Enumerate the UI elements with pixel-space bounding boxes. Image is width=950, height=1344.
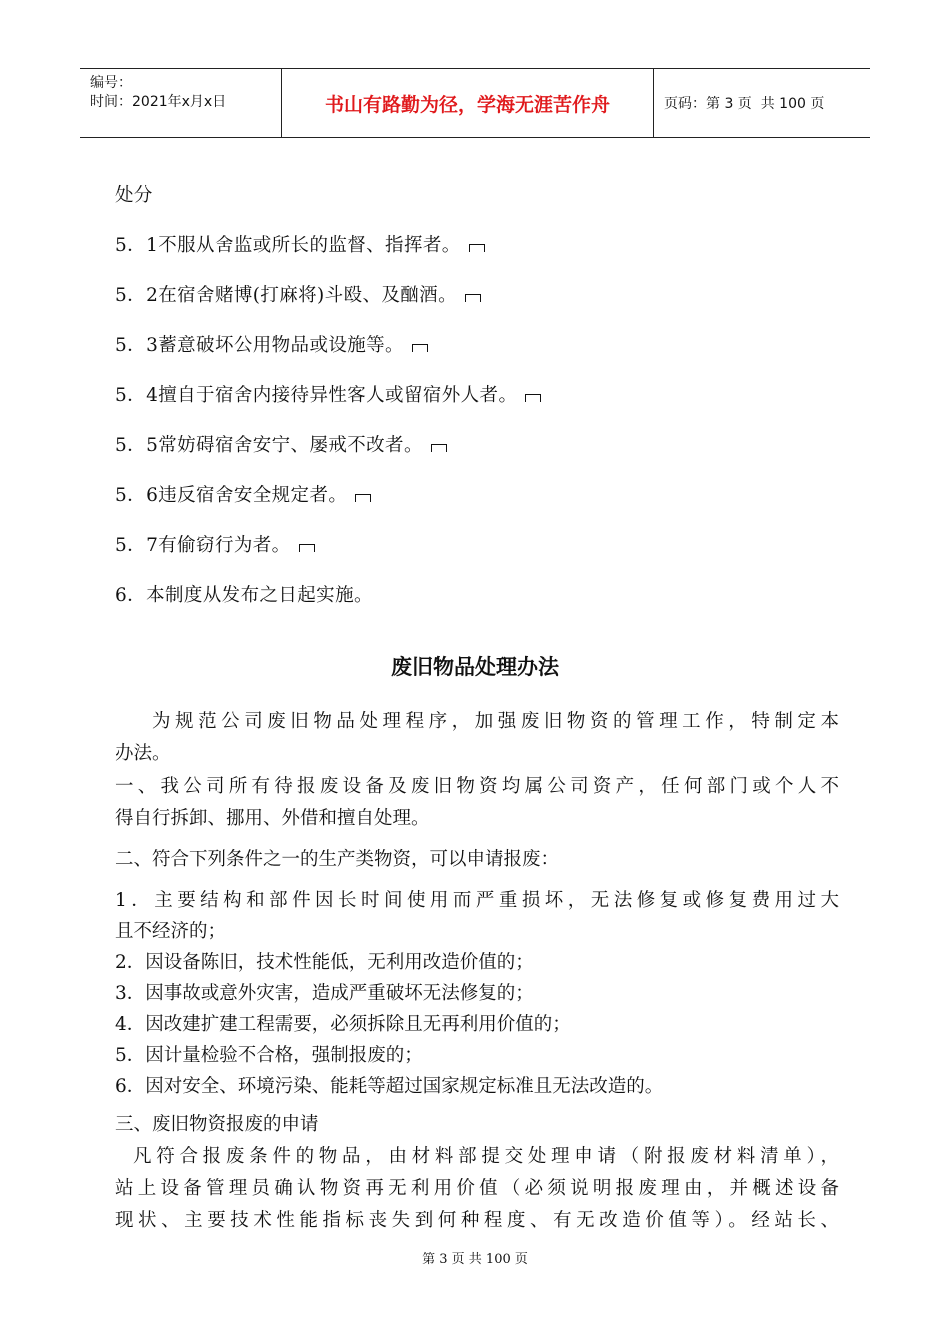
number-label: 编号： bbox=[90, 75, 132, 91]
document-title: 废旧物品处理办法 bbox=[391, 655, 559, 679]
list-item bbox=[115, 431, 447, 457]
text-line: 为规范公司废旧物品处理程序，加强废旧物资的管理工作，特制定本 bbox=[152, 711, 839, 732]
header-meta-cell bbox=[80, 69, 282, 137]
placeholder-mark-icon bbox=[431, 444, 447, 452]
placeholder-mark-icon bbox=[469, 244, 485, 252]
placeholder-mark-icon bbox=[412, 344, 428, 352]
item-text: 5．2在宿舍赌博(打麻将)斗殴、及酗酒。 bbox=[115, 285, 457, 306]
clause-2-heading: 二、符合下列条件之一的生产类物资，可以申请报废： bbox=[115, 849, 560, 870]
text-line: 3．因事故或意外灾害，造成严重破坏无法修复的； bbox=[115, 983, 534, 1004]
text-line: 凡符合报废条件的物品，由材料部提交处理申请（附报废材料清单）， bbox=[133, 1146, 839, 1167]
item-text: 5．6违反宿舍安全规定者。 bbox=[115, 485, 348, 506]
item-text: 5．3蓄意破坏公用物品或设施等。 bbox=[115, 335, 404, 356]
item-text: 5．4擅自于宿舍内接待异性客人或留宿外人者。 bbox=[115, 385, 518, 406]
placeholder-mark-icon bbox=[525, 394, 541, 402]
header-motto: 书山有路勤为径，学海无涯苦作舟 bbox=[282, 69, 654, 137]
text-line: 5．因计量检验不合格，强制报废的； bbox=[115, 1045, 423, 1066]
text-line: 2．因设备陈旧，技术性能低，无利用改造价值的； bbox=[115, 952, 534, 973]
text-line: 且不经济的； bbox=[115, 921, 227, 942]
text-line: 1．主要结构和部件因长时间使用而严重损坏，无法修复或修复费用过大 bbox=[115, 890, 839, 911]
clause-1 bbox=[115, 771, 839, 835]
list-item bbox=[115, 281, 481, 307]
text-line: 4．因改建扩建工程需要，必须拆除且无再利用价值的； bbox=[115, 1014, 571, 1035]
list-item: 6．本制度从发布之日起实施。 bbox=[115, 585, 373, 606]
item-text: 5．1不服从舍监或所长的监督、指挥者。 bbox=[115, 235, 461, 256]
conditions-list bbox=[115, 885, 839, 1102]
text-line: 6．因对安全、环境污染、能耗等超过国家规定标准且无法改造的。 bbox=[115, 1076, 664, 1097]
text-line: 现状、主要技术性能指标丧失到何种程度、有无改造价值等）。经站长、 bbox=[115, 1210, 839, 1231]
text-line: 办法。 bbox=[115, 743, 171, 764]
clause-3-heading: 三、废旧物资报废的申请 bbox=[115, 1114, 319, 1135]
page-header bbox=[80, 68, 870, 138]
list-item bbox=[115, 231, 485, 257]
placeholder-mark-icon bbox=[299, 544, 315, 552]
list-item bbox=[115, 381, 541, 407]
list-item bbox=[115, 531, 315, 557]
placeholder-mark-icon bbox=[465, 294, 481, 302]
clause-3-body bbox=[115, 1141, 839, 1237]
text-line: 站上设备管理员确认物资再无利用价值（必须说明报废理由，并概述设备 bbox=[115, 1178, 839, 1199]
list-item bbox=[115, 331, 428, 357]
intro-paragraph bbox=[115, 706, 839, 770]
item-text: 5．7有偷窃行为者。 bbox=[115, 535, 291, 556]
list-item bbox=[115, 481, 371, 507]
section-heading: 处分 bbox=[115, 185, 153, 206]
placeholder-mark-icon bbox=[355, 494, 371, 502]
text-line: 一、我公司所有待报废设备及废旧物资均属公司资产，任何部门或个人不 bbox=[115, 776, 839, 797]
time-label: 时间：2021年x月x日 bbox=[90, 94, 227, 110]
page-footer: 第 3 页 共 100 页 bbox=[422, 1252, 528, 1267]
header-page-info: 页码：第 3 页 共 100 页 bbox=[664, 96, 825, 112]
item-text: 5．5常妨碍宿舍安宁、屡戒不改者。 bbox=[115, 435, 423, 456]
text-line: 得自行拆卸、挪用、外借和擅自处理。 bbox=[115, 808, 430, 829]
